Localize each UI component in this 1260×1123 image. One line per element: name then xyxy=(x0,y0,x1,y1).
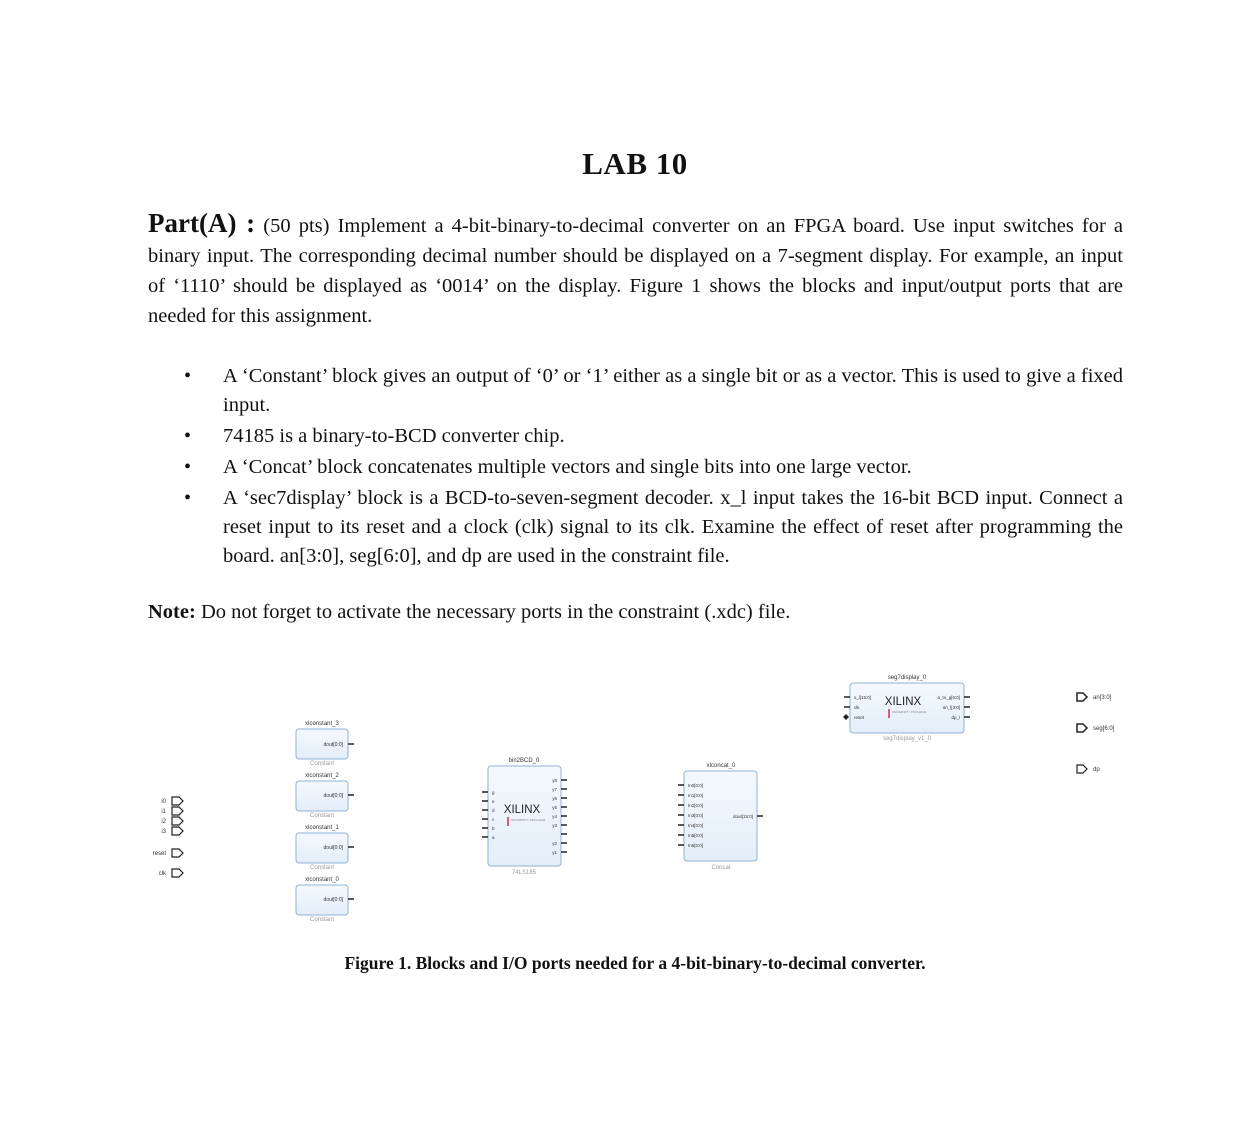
port-label: i0 xyxy=(161,799,166,805)
port-label: dp_l xyxy=(951,715,960,720)
block-type: Constant xyxy=(309,917,335,923)
figure-caption: Figure 1. Blocks and I/O ports needed for a 4-bit-binary-to-decimal converter. xyxy=(344,953,926,973)
port-label: i2 xyxy=(161,819,166,825)
part-label: Part(A) : xyxy=(148,208,256,238)
list-item: • A ‘Constant’ block gives an output of ‘0’ or ‘1’ either as a single bit or as a vector. This is used to give a fixed input. xyxy=(148,362,1123,420)
port-label: y7 xyxy=(552,787,557,792)
note-label: Note: xyxy=(148,601,196,623)
port-label: y1 xyxy=(552,850,557,855)
port-label: d xyxy=(492,808,495,813)
block-type: Constant xyxy=(309,761,335,767)
port-label: y5 xyxy=(552,805,557,810)
port-label: x_l[15:0] xyxy=(854,695,872,700)
input-ports xyxy=(153,797,183,877)
port-label: y6 xyxy=(552,796,557,801)
block-name: seg7display_0 xyxy=(887,675,927,681)
port-label: clk xyxy=(854,705,860,710)
port-label: dp xyxy=(1093,767,1100,773)
page-title: LAB 10 xyxy=(582,146,688,181)
port-label: reset xyxy=(152,851,166,857)
port-label: b xyxy=(492,826,495,831)
block-name: xlconstant_0 xyxy=(305,877,339,883)
port-label: c xyxy=(492,817,495,822)
port-label: seg[6:0] xyxy=(1093,726,1115,732)
note-text: Do not forget to activate the necessary ports in the constraint (.xdc) file. xyxy=(195,601,791,623)
port-label: g xyxy=(492,790,495,795)
port-label: In1[0:0] xyxy=(688,793,704,798)
port-label: In0[0:0] xyxy=(688,783,704,788)
block-type: Constant xyxy=(309,865,335,871)
xilinx-logo: XILINX xyxy=(503,804,541,816)
block-name: xlconstant_1 xyxy=(305,825,339,831)
block-type: Concat xyxy=(711,865,731,871)
port-label: y8 xyxy=(552,778,557,783)
port-label: dout[0:0] xyxy=(323,742,343,748)
port-label: a_to_g[6:0] xyxy=(937,695,960,700)
port-label: In3[0:0] xyxy=(688,813,704,818)
program-label: UNIVERSITY PROGRAM xyxy=(511,818,546,822)
port-label: In2[0:0] xyxy=(688,803,704,808)
list-item: • A ‘Concat’ block concatenates multiple vectors and single bits into one large vector. xyxy=(148,453,1123,482)
bin2bcd-block xyxy=(482,758,567,876)
block-type: seg7display_v1_0 xyxy=(882,736,932,742)
constant-block-1 xyxy=(296,825,354,871)
port-label: an_l[3:0] xyxy=(942,705,960,710)
port-seg xyxy=(1077,724,1115,732)
port-label: In4[0:0] xyxy=(688,823,704,828)
port-i0 xyxy=(161,797,183,805)
block-name: xlconstant_2 xyxy=(305,773,339,779)
constant-block-3 xyxy=(296,721,354,767)
xilinx-logo: XILINX xyxy=(884,696,922,708)
constant-block-0 xyxy=(296,877,354,923)
port-an xyxy=(1077,693,1112,701)
port-i1 xyxy=(161,807,183,815)
block-type: Constant xyxy=(309,813,335,819)
port-label: i1 xyxy=(161,809,166,815)
port-label: dout[15:0] xyxy=(732,814,753,819)
port-label: i3 xyxy=(161,829,166,835)
part-points: (50 pts) xyxy=(263,215,330,237)
port-i3 xyxy=(161,827,183,835)
port-label: y2 xyxy=(552,841,557,846)
concat-block xyxy=(678,763,763,871)
block-type: 74LS185 xyxy=(511,870,537,876)
port-label: an[3:0] xyxy=(1093,695,1112,701)
port-label: In5[0:0] xyxy=(688,833,704,838)
block-name: xlconcat_0 xyxy=(706,763,736,769)
block-name: bin2BCD_0 xyxy=(508,758,540,764)
port-i2 xyxy=(161,817,183,825)
port-clk xyxy=(159,869,183,877)
port-label: a xyxy=(492,835,495,840)
output-ports xyxy=(1077,693,1115,773)
list-item: • A ‘sec7display’ block is a BCD-to-seven-segment decoder. x_l input takes the 16-bit BCD input. Connect a reset input to its reset and a clock (clk) signal to its clk. Examine the effect of reset after programming the board. an[3:0], seg[6:0], and dp are used in the constraint file. xyxy=(148,484,1123,571)
port-label: y4 xyxy=(552,814,557,819)
port-label: clk xyxy=(158,871,166,877)
port-label: dout[0:0] xyxy=(323,897,343,903)
port-reset xyxy=(153,849,183,857)
port-dp xyxy=(1077,765,1100,773)
port-label: e xyxy=(492,799,495,804)
list-item: • 74185 is a binary-to-BCD converter chip. xyxy=(148,422,1123,451)
port-label: dout[0:0] xyxy=(323,845,343,851)
program-label: UNIVERSITY PROGRAM xyxy=(892,710,927,714)
port-label: In6[0:0] xyxy=(688,843,704,848)
port-label: reset xyxy=(854,715,865,720)
seg7display-block xyxy=(843,675,970,742)
block-name: xlconstant_3 xyxy=(305,721,339,727)
part-text: Implement a 4-bit-binary-to-decimal converter on an FPGA board. Use input switches for a binary input. The corresponding decimal number should be displayed on a 7-segment display. For example, an input of ‘1110’ should be displayed as ‘0014’ on the display. Figure 1 shows the blocks and input/output ports that are needed for this assignment. xyxy=(148,215,1124,327)
port-label: y3 xyxy=(552,823,557,828)
constant-block-2 xyxy=(296,773,354,819)
port-label: dout[0:0] xyxy=(323,793,343,799)
